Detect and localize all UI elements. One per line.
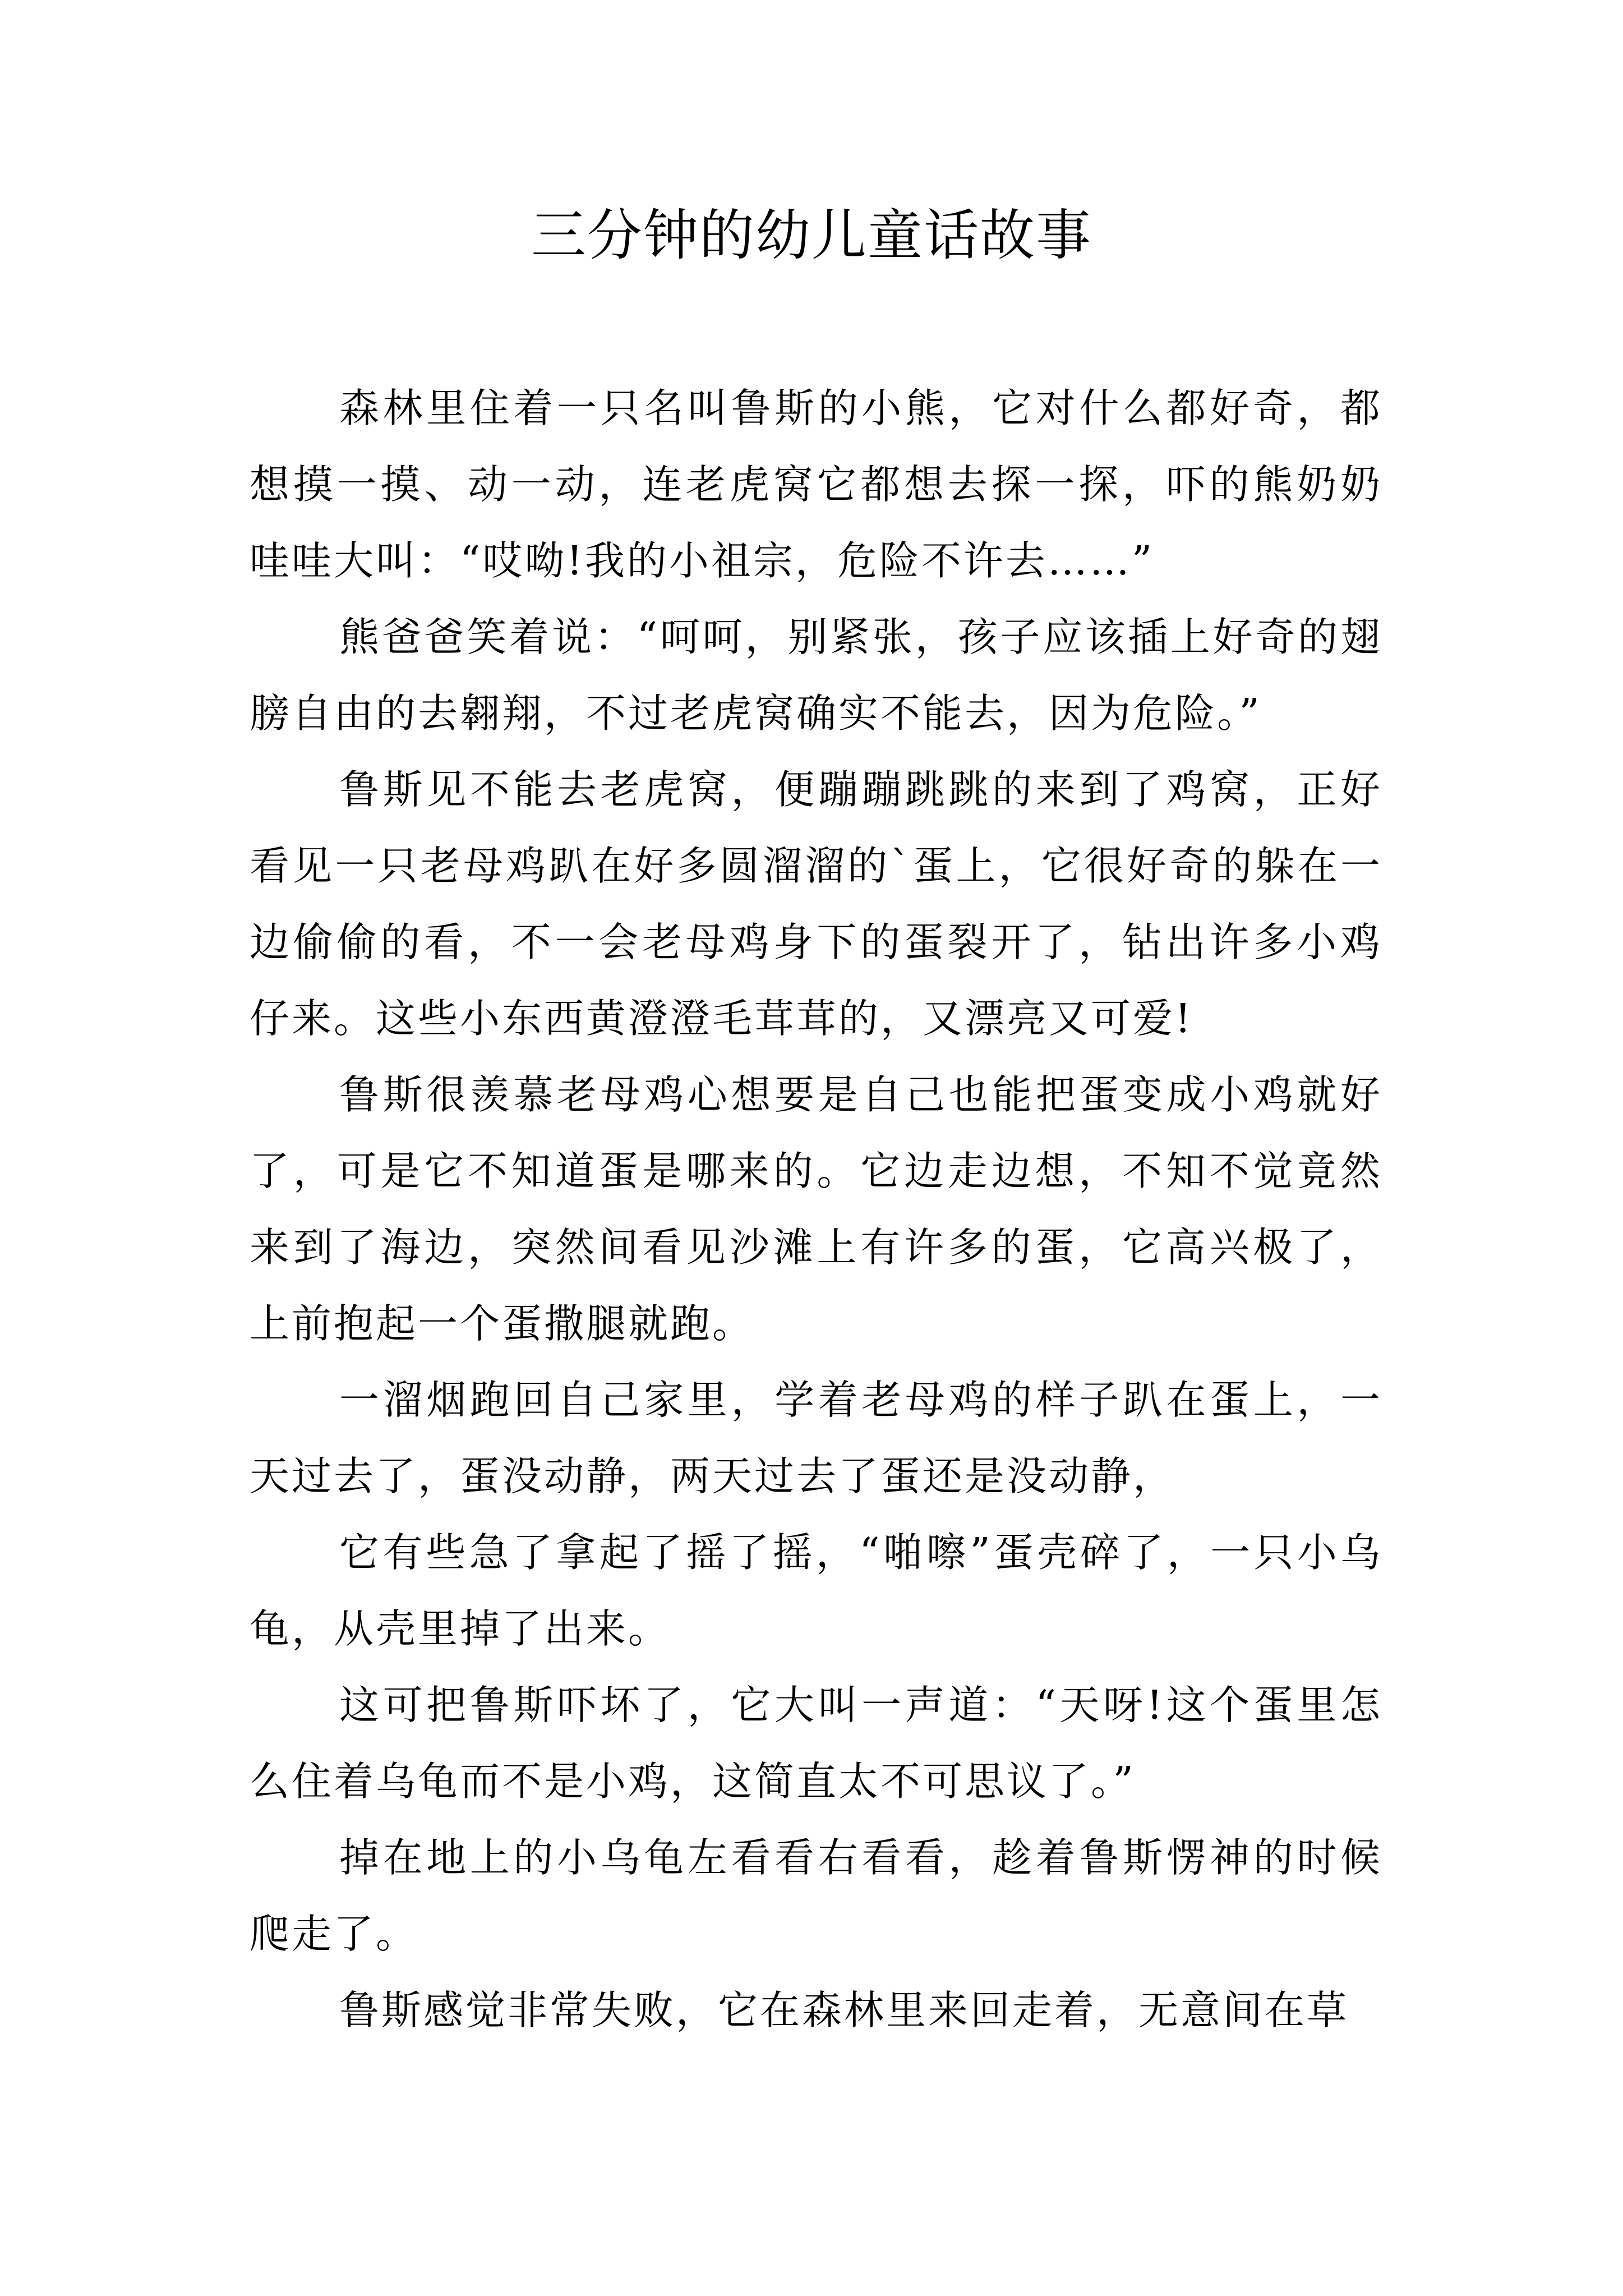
document-body [250,370,1382,2049]
paragraph: 鲁斯感觉非常失败，它在森林里来回走着，无意间在草 [339,1987,1349,2033]
paragraph: 一溜烟跑回自己家里，学着老母鸡的样子趴在蛋上，一天过去了，蛋没动静，两天过去了蛋还是没动静， [250,1377,1382,1499]
paragraph: 掉在地上的小乌龟左看看右看看，趁着鲁斯愣神的时候爬走了。 [250,1834,1382,1957]
paragraph: 鲁斯很羡慕老母鸡心想要是自己也能把蛋变成小鸡就好了，可是它不知道蛋是哪来的。它边走边想，不知不觉竟然来到了海边，突然间看见沙滩上有许多的蛋，它高兴极了，上前抱起一个蛋撒腿就跑。 [250,1071,1382,1347]
paragraph: 熊爸爸笑着说：“呵呵，别紧张，孩子应该插上好奇的翅膀自由的去翱翔，不过老虎窝确实不能去，因为危险。” [250,614,1382,737]
paragraph: 它有些急了拿起了摇了摇，“啪嚓”蛋壳碎了，一只小乌龟，从壳里掉了出来。 [250,1529,1382,1652]
paragraph: 森林里住着一只名叫鲁斯的小熊，它对什么都好奇，都想摸一摸、动一动，连老虎窝它都想去探一探，吓的熊奶奶哇哇大叫：“哎呦!我的小祖宗，危险不许去……” [250,385,1382,584]
document-title: 三分钟的幼儿童话故事 [531,204,1092,268]
paragraph: 这可把鲁斯吓坏了，它大叫一声道：“天呀!这个蛋里怎么住着乌龟而不是小鸡，这简直太不可思议了。” [250,1682,1382,1805]
paragraph: 鲁斯见不能去老虎窝，便蹦蹦跳跳的来到了鸡窝，正好看见一只老母鸡趴在好多圆溜溜的`蛋上，它很好奇的躲在一边偷偷的看，不一会老母鸡身下的蛋裂开了，钻出许多小鸡仔来。这些小东西黄澄澄毛茸茸的，又漂亮又可爱! [250,766,1382,1042]
